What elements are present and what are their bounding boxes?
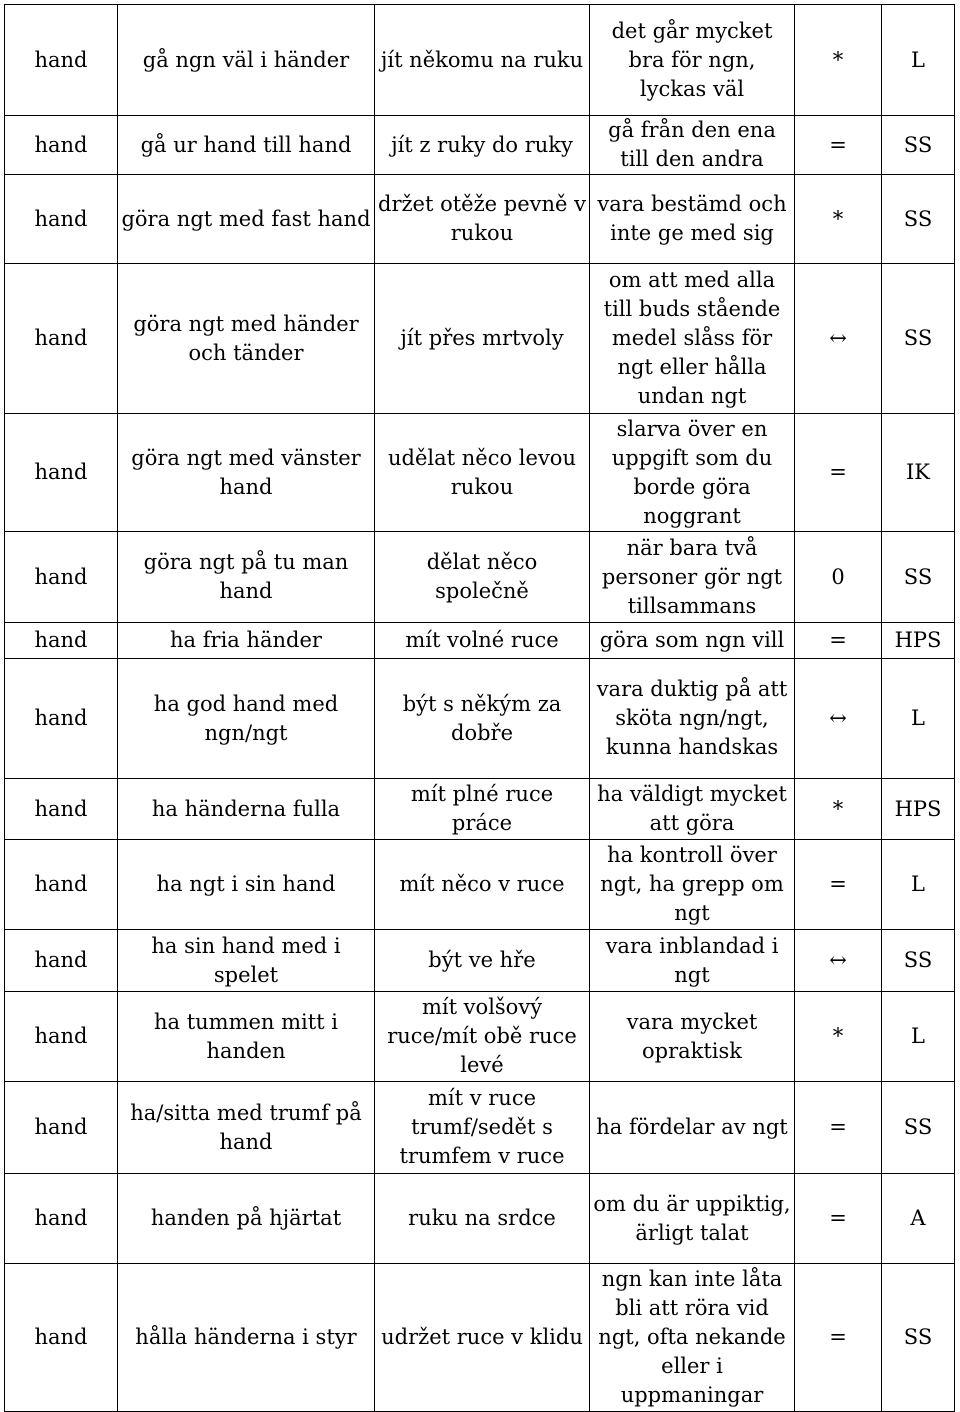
table-row bbox=[5, 5, 955, 116]
meaning-cell: det går mycket bra för ngn, lyckas väl bbox=[590, 5, 795, 116]
headword-cell: hand bbox=[5, 623, 118, 659]
swedish-idiom-cell: ha god hand med ngn/ngt bbox=[118, 659, 375, 779]
headword-cell: hand bbox=[5, 930, 118, 992]
swedish-idiom-cell: ha fria händer bbox=[118, 623, 375, 659]
meaning-cell: gå från den ena till den andra bbox=[590, 116, 795, 175]
swedish-idiom-cell: gå ngn väl i händer bbox=[118, 5, 375, 116]
swedish-idiom-cell: göra ngt med fast hand bbox=[118, 175, 375, 264]
headword-cell: hand bbox=[5, 1082, 118, 1174]
czech-equivalent-cell: jít z ruky do ruky bbox=[375, 116, 590, 175]
correspondence-symbol-cell: * bbox=[795, 779, 882, 840]
table-row bbox=[5, 116, 955, 175]
correspondence-symbol-cell: = bbox=[795, 1082, 882, 1174]
correspondence-symbol-cell: ↔ bbox=[795, 930, 882, 992]
register-cell: A bbox=[882, 1174, 955, 1264]
table-row bbox=[5, 992, 955, 1082]
headword-cell: hand bbox=[5, 659, 118, 779]
meaning-cell: slarva över en uppgift som du borde göra noggrant bbox=[590, 414, 795, 532]
register-cell: SS bbox=[882, 1082, 955, 1174]
register-cell: SS bbox=[882, 532, 955, 623]
czech-equivalent-cell: být ve hře bbox=[375, 930, 590, 992]
headword-cell: hand bbox=[5, 5, 118, 116]
meaning-cell: om du är uppiktig, ärligt talat bbox=[590, 1174, 795, 1264]
czech-equivalent-cell: být s někým za dobře bbox=[375, 659, 590, 779]
czech-equivalent-cell: mít volné ruce bbox=[375, 623, 590, 659]
headword-cell: hand bbox=[5, 992, 118, 1082]
register-cell: SS bbox=[882, 1264, 955, 1412]
headword-cell: hand bbox=[5, 1174, 118, 1264]
swedish-idiom-cell: handen på hjärtat bbox=[118, 1174, 375, 1264]
swedish-idiom-cell: ha/sitta med trumf på hand bbox=[118, 1082, 375, 1174]
table-row bbox=[5, 414, 955, 532]
register-cell: SS bbox=[882, 930, 955, 992]
register-cell: SS bbox=[882, 264, 955, 414]
czech-equivalent-cell: ruku na srdce bbox=[375, 1174, 590, 1264]
correspondence-symbol-cell: = bbox=[795, 116, 882, 175]
headword-cell: hand bbox=[5, 1264, 118, 1412]
swedish-idiom-cell: ha tummen mitt i handen bbox=[118, 992, 375, 1082]
meaning-cell: vara bestämd och inte ge med sig bbox=[590, 175, 795, 264]
czech-equivalent-cell: mít něco v ruce bbox=[375, 840, 590, 930]
headword-cell: hand bbox=[5, 175, 118, 264]
correspondence-symbol-cell: = bbox=[795, 414, 882, 532]
correspondence-symbol-cell: * bbox=[795, 175, 882, 264]
correspondence-symbol-cell: 0 bbox=[795, 532, 882, 623]
register-cell: L bbox=[882, 840, 955, 930]
correspondence-symbol-cell: = bbox=[795, 1174, 882, 1264]
correspondence-symbol-cell: = bbox=[795, 1264, 882, 1412]
swedish-idiom-cell: ha ngt i sin hand bbox=[118, 840, 375, 930]
czech-equivalent-cell: mít volšový ruce/mít obě ruce levé bbox=[375, 992, 590, 1082]
swedish-idiom-cell: hålla händerna i styr bbox=[118, 1264, 375, 1412]
correspondence-symbol-cell: = bbox=[795, 840, 882, 930]
swedish-idiom-cell: ha sin hand med i spelet bbox=[118, 930, 375, 992]
table-row bbox=[5, 1264, 955, 1412]
headword-cell: hand bbox=[5, 414, 118, 532]
table-row bbox=[5, 264, 955, 414]
czech-equivalent-cell: jít přes mrtvoly bbox=[375, 264, 590, 414]
table-row bbox=[5, 840, 955, 930]
headword-cell: hand bbox=[5, 532, 118, 623]
table-row bbox=[5, 1174, 955, 1264]
meaning-cell: ha väldigt mycket att göra bbox=[590, 779, 795, 840]
register-cell: SS bbox=[882, 116, 955, 175]
czech-equivalent-cell: mít v ruce trumf/sedět s trumfem v ruce bbox=[375, 1082, 590, 1174]
headword-cell: hand bbox=[5, 116, 118, 175]
meaning-cell: vara duktig på att sköta ngn/ngt, kunna handskas bbox=[590, 659, 795, 779]
meaning-cell: ngn kan inte låta bli att röra vid ngt, ofta nekande eller i uppmaningar bbox=[590, 1264, 795, 1412]
register-cell: HPS bbox=[882, 779, 955, 840]
swedish-idiom-cell: ha händerna fulla bbox=[118, 779, 375, 840]
table-row bbox=[5, 175, 955, 264]
table-row bbox=[5, 1082, 955, 1174]
czech-equivalent-cell: udržet ruce v klidu bbox=[375, 1264, 590, 1412]
meaning-cell: vara inblandad i ngt bbox=[590, 930, 795, 992]
table-row bbox=[5, 659, 955, 779]
czech-equivalent-cell: jít někomu na ruku bbox=[375, 5, 590, 116]
meaning-cell: om att med alla till buds stående medel slåss för ngt eller hålla undan ngt bbox=[590, 264, 795, 414]
correspondence-symbol-cell: = bbox=[795, 623, 882, 659]
headword-cell: hand bbox=[5, 840, 118, 930]
headword-cell: hand bbox=[5, 264, 118, 414]
idiom-table bbox=[4, 4, 955, 1412]
swedish-idiom-cell: göra ngt med händer och tänder bbox=[118, 264, 375, 414]
swedish-idiom-cell: göra ngt med vänster hand bbox=[118, 414, 375, 532]
table-row bbox=[5, 930, 955, 992]
table-row bbox=[5, 779, 955, 840]
swedish-idiom-cell: gå ur hand till hand bbox=[118, 116, 375, 175]
meaning-cell: ha fördelar av ngt bbox=[590, 1082, 795, 1174]
meaning-cell: vara mycket opraktisk bbox=[590, 992, 795, 1082]
correspondence-symbol-cell: ↔ bbox=[795, 264, 882, 414]
register-cell: L bbox=[882, 5, 955, 116]
correspondence-symbol-cell: * bbox=[795, 5, 882, 116]
register-cell: L bbox=[882, 992, 955, 1082]
czech-equivalent-cell: mít plné ruce práce bbox=[375, 779, 590, 840]
czech-equivalent-cell: udělat něco levou rukou bbox=[375, 414, 590, 532]
czech-equivalent-cell: dělat něco společně bbox=[375, 532, 590, 623]
meaning-cell: när bara två personer gör ngt tillsammans bbox=[590, 532, 795, 623]
correspondence-symbol-cell: * bbox=[795, 992, 882, 1082]
swedish-idiom-cell: göra ngt på tu man hand bbox=[118, 532, 375, 623]
register-cell: L bbox=[882, 659, 955, 779]
czech-equivalent-cell: držet otěže pevně v rukou bbox=[375, 175, 590, 264]
register-cell: IK bbox=[882, 414, 955, 532]
register-cell: HPS bbox=[882, 623, 955, 659]
correspondence-symbol-cell: ↔ bbox=[795, 659, 882, 779]
register-cell: SS bbox=[882, 175, 955, 264]
table-row bbox=[5, 532, 955, 623]
table-row bbox=[5, 623, 955, 659]
meaning-cell: ha kontroll över ngt, ha grepp om ngt bbox=[590, 840, 795, 930]
headword-cell: hand bbox=[5, 779, 118, 840]
meaning-cell: göra som ngn vill bbox=[590, 623, 795, 659]
